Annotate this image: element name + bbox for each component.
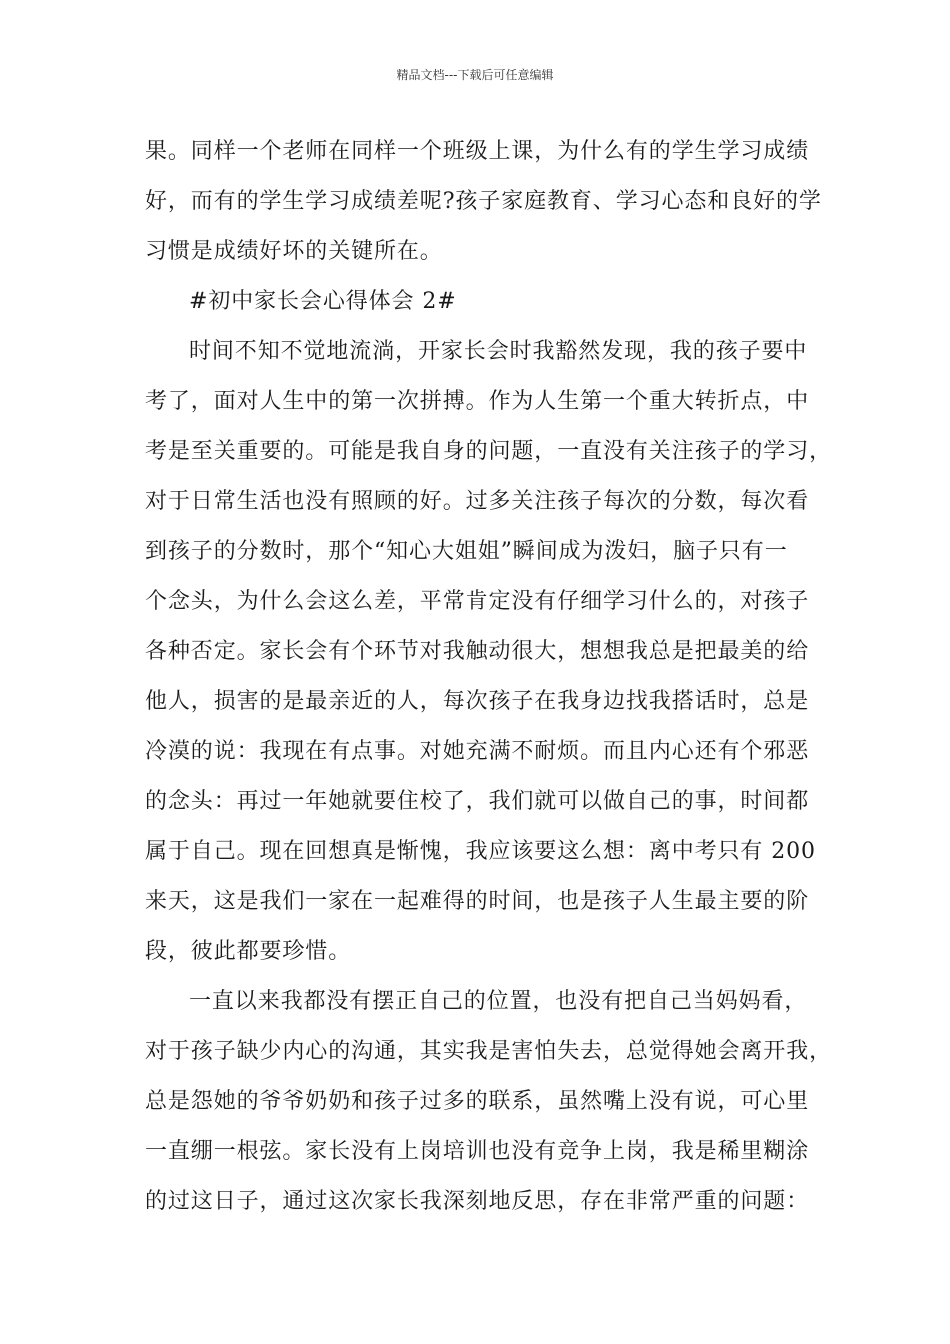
text-line: 的过这日子，通过这次家长我深刻地反思，存在非常严重的问题： — [145, 1189, 810, 1214]
text-line: 习惯是成绩好坏的关键所在。 — [145, 239, 443, 264]
text-line: 他人，损害的是最亲近的人，每次孩子在我身边找我搭话时，总是 — [145, 689, 810, 714]
section-heading: #初中家长会心得体会 2# — [189, 289, 457, 314]
text-line: 各种否定。家长会有个环节对我触动很大，想想我总是把最美的给 — [145, 639, 810, 664]
text-line: 的念头：再过一年她就要住校了，我们就可以做自己的事，时间都 — [145, 789, 810, 814]
text-line: 果。同样一个老师在同样一个班级上课，为什么有的学生学习成绩 — [145, 139, 810, 164]
text-line: 个念头，为什么会这么差，平常肯定没有仔细学习什么的，对孩子 — [145, 589, 810, 614]
text-line: 一直绷一根弦。家长没有上岗培训也没有竞争上岗，我是稀里糊涂 — [145, 1139, 810, 1164]
text-line: 一直以来我都没有摆正自己的位置，也没有把自己当妈妈看， — [189, 989, 808, 1014]
text-line: 段，彼此都要珍惜。 — [145, 939, 352, 964]
text-line: 对于日常生活也没有照顾的好。过多关注孩子每次的分数，每次看 — [145, 489, 810, 514]
text-line: 考了，面对人生中的第一次拼搏。作为人生第一个重大转折点，中 — [145, 389, 810, 414]
text-line: 到孩子的分数时，那个“知心大姐姐”瞬间成为泼妇，脑子只有一 — [145, 539, 788, 564]
page-header: 精品文档---下载后可任意编辑 — [396, 68, 554, 82]
text-line: 来天，这是我们一家在一起难得的时间，也是孩子人生最主要的阶 — [145, 889, 810, 914]
text-line: 属于自己。现在回想真是惭愧，我应该要这么想：离中考只有 200 — [145, 839, 816, 864]
text-line: 冷漠的说：我现在有点事。对她充满不耐烦。而且内心还有个邪恶 — [145, 739, 810, 764]
text-line: 时间不知不觉地流淌，开家长会时我豁然发现，我的孩子要中 — [189, 339, 808, 364]
text-line: 考是至关重要的。可能是我自身的问题，一直没有关注孩子的学习， — [145, 439, 833, 464]
text-line: 总是怨她的爷爷奶奶和孩子过多的联系，虽然嘴上没有说，可心里 — [145, 1089, 810, 1114]
text-line: 好，而有的学生学习成绩差呢?孩子家庭教育、学习心态和良好的学 — [145, 189, 822, 214]
text-line: 对于孩子缺少内心的沟通，其实我是害怕失去，总觉得她会离开我， — [145, 1039, 833, 1064]
